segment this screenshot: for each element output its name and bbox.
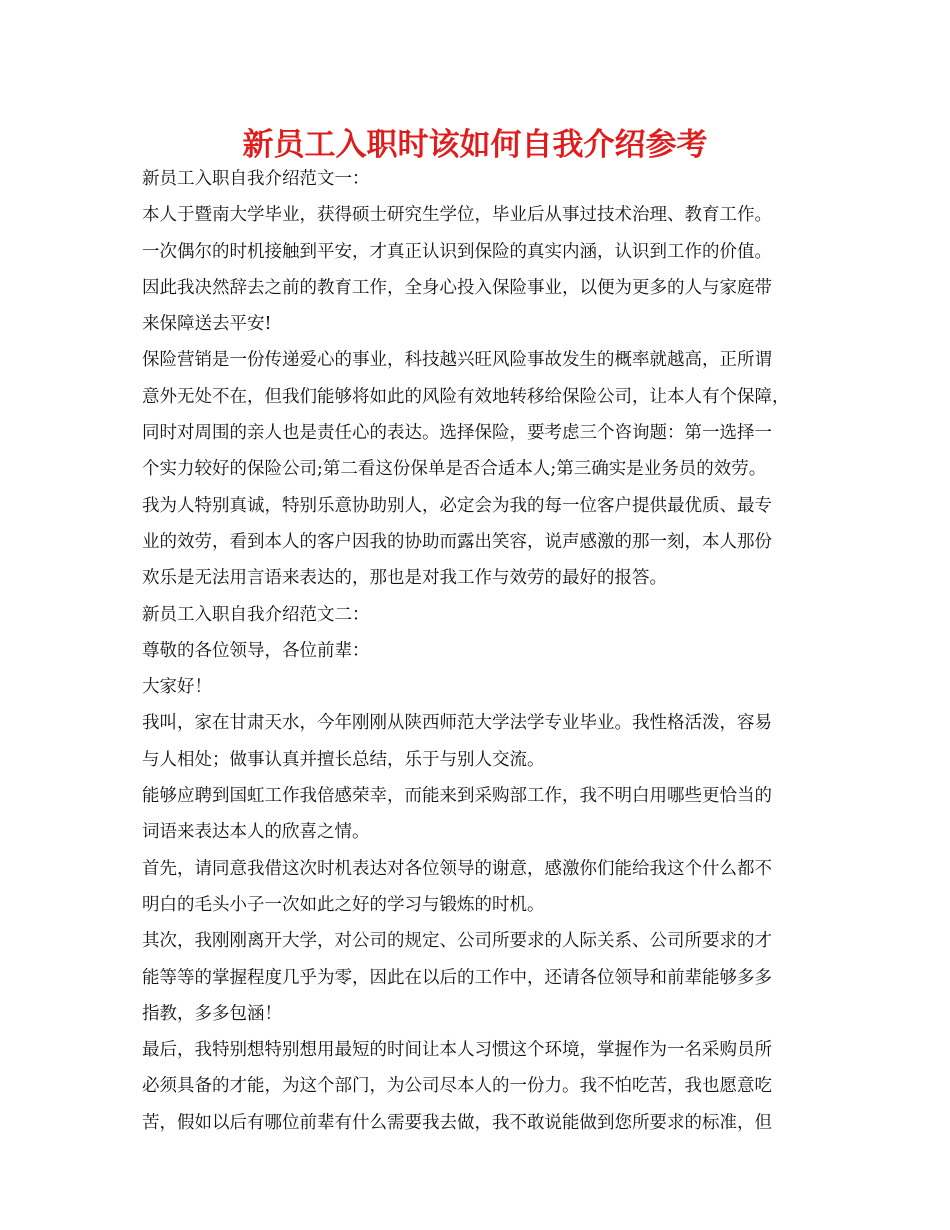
text-line: 新员工入职自我介绍范文一： <box>142 169 370 189</box>
text-line: 个实力较好的保险公司;第二看这份保单是否合适本人;第三确实是业务员的效劳。 <box>142 459 767 480</box>
text-line: 来保障送去平安! <box>142 314 272 335</box>
text-line: 苦，假如以后有哪位前辈有什么需要我去做，我不敢说能做到您所要求的标准，但 <box>142 1112 772 1133</box>
text-line: 欢乐是无法用言语来表达的，那也是对我工作与效劳的最好的报答。 <box>142 568 667 589</box>
text-line: 其次，我刚刚离开大学，对公司的规定、公司所要求的人际关系、公司所要求的才 <box>142 931 772 952</box>
text-line: 我为人特别真诚，特别乐意协助别人，必定会为我的每一位客户提供最优质、最专 <box>142 495 772 516</box>
text-line: 业的效劳，看到本人的客户因我的协助而露出笑容，说声感激的那一刻，本人那份 <box>142 531 772 552</box>
text-line: 保险营销是一份传递爱心的事业，科技越兴旺风险事故发生的概率就越高，正所谓 <box>142 350 772 371</box>
text-line: 必须具备的才能，为这个部门，为公司尽本人的一份力。我不怕吃苦，我也愿意吃 <box>142 1076 772 1097</box>
text-line: 明白的毛头小子一次如此之好的学习与锻炼的时机。 <box>142 894 545 915</box>
text-line: 新员工入职自我介绍范文二： <box>142 604 370 625</box>
text-line: 一次偶尔的时机接触到平安，才真正认识到保险的真实内涵，认识到工作的价值。 <box>142 241 772 262</box>
text-line: 指教，多多包涵！ <box>142 1003 282 1024</box>
text-line: 首先，请同意我借这次时机表达对各位领导的谢意，感激你们能给我这个什么都不 <box>142 858 772 879</box>
text-line: 本人于暨南大学毕业，获得硕士研究生学位，毕业后从事过技术治理、教育工作。 <box>142 205 772 226</box>
text-line: 词语来表达本人的欣喜之情。 <box>142 822 370 843</box>
text-line: 同时对周围的亲人也是责任心的表达。选择保险，要考虑三个咨询题：第一选择一 <box>142 423 772 444</box>
text-line: 意外无处不在，但我们能够将如此的风险有效地转移给保险公司，让本人有个保障， <box>142 386 790 407</box>
text-line: 能等等的掌握程度几乎为零，因此在以后的工作中，还请各位领导和前辈能够多多 <box>142 967 772 988</box>
text-line: 大家好！ <box>142 677 212 698</box>
text-line: 因此我决然辞去之前的教育工作，全身心投入保险事业，以便为更多的人与家庭带 <box>142 277 772 298</box>
text-line: 与人相处；做事认真并擅长总结，乐于与别人交流。 <box>142 749 545 770</box>
text-line: 我叫，家在甘肃天水，今年刚刚从陕西师范大学法学专业毕业。我性格活泼，容易 <box>142 713 772 734</box>
text-line: 能够应聘到国虹工作我倍感荣幸，而能来到采购部工作，我不明白用哪些更恰当的 <box>142 786 772 807</box>
document-body <box>142 161 832 1141</box>
text-line: 最后，我特别想特别想用最短的时间让本人习惯这个环境，掌握作为一名采购员所 <box>142 1040 772 1061</box>
document-title: 新员工入职时该如何自我介绍参考 <box>242 127 708 163</box>
text-line: 尊敬的各位领导，各位前辈： <box>142 640 370 661</box>
